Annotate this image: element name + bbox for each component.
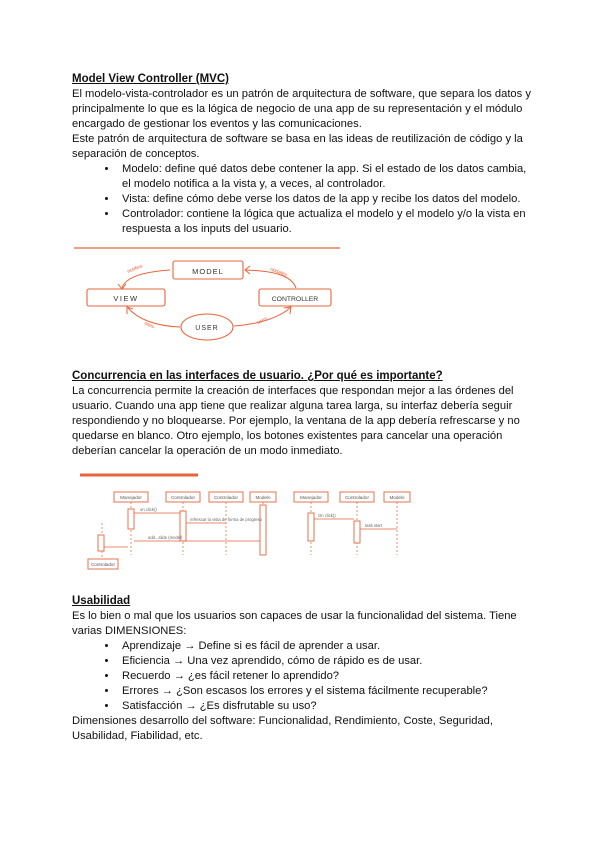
view-label: VIEW <box>113 294 139 303</box>
uses-label: uses <box>256 315 269 326</box>
list-item: • Recuerdo → ¿es fácil retener lo aprendido? <box>118 669 534 684</box>
actor-label: Controlador <box>213 495 239 500</box>
actor-label: Manejador <box>300 495 322 500</box>
sees-label: sees <box>143 320 156 331</box>
activation-bar <box>308 513 314 541</box>
actor-label: Controlador <box>344 495 370 500</box>
message-label: on click() <box>140 507 157 512</box>
list-item: • Errores → ¿Son escasos los errores y el sistema fácilmente recuperable? <box>118 684 534 699</box>
usability-dimensions: Dimensiones desarrollo del software: Funcionalidad, Rendimiento, Coste, Seguridad, Usabilidad, Fiabilidad, etc. <box>72 715 494 742</box>
user-label: USER <box>195 325 219 332</box>
list-item: • Vista: define cómo debe verse los datos de la app y recibe los datos del modelo. <box>118 192 534 207</box>
controller-label: CONTROLLER <box>271 296 319 303</box>
updates-label: updates <box>269 266 288 279</box>
activation-bar <box>128 509 134 529</box>
updates-arrow <box>246 270 296 288</box>
actor-label: Modelo <box>389 495 405 500</box>
actor-label: Controlador <box>170 495 196 500</box>
concurrency-title: Concurrencia en las interfaces de usuario. ¿Por qué es importante? <box>72 370 443 382</box>
actor-label: Manejador <box>120 495 142 500</box>
activation-bar <box>98 535 104 551</box>
usability-section <box>72 594 534 744</box>
mvc-section <box>72 72 534 237</box>
list-item: • Controlador: contiene la lógica que actualiza el modelo y el modelo y/o la vista en respuesta a los inputs del usuario. <box>118 207 534 237</box>
mvc-diagram <box>70 244 345 346</box>
notifies-arrowhead <box>118 284 126 289</box>
mvc-intro: El modelo-vista-controlador es un patrón de arquitectura de software, que separa los datos y principalmente lo que es la lógica de negocio de una app de su representación y el módulo encargado de gestionar los eventos y las comunicaciones. <box>72 88 531 130</box>
usability-intro: Es lo bien o mal que los usuarios son capaces de usar la funcionalidad del sistema. Tiene varias DIMENSIONES: <box>72 610 517 637</box>
message-label: add...slide (model) <box>148 535 183 540</box>
mvc-title: Model View Controller (MVC) <box>72 73 229 85</box>
concurrency-section <box>72 369 534 459</box>
usability-list <box>72 639 534 714</box>
message-label: task start <box>365 523 382 528</box>
concurrency-body: La concurrencia permite la creación de interfaces que respondan mejor a las órdenes del usuario. Cuando una app tiene que realizar alguna tarea larga, su interfaz debería seguir respondiendo y no bloquearse. Por ejemplo, la ventana de la app debería refrescarse y no quedarse en blanco. Otro ejemplo, los botones existentes para cancelar una operación deberían cancelar la operación de un modo inmediato. <box>72 385 520 457</box>
sequence-diagram <box>78 473 416 573</box>
actor-label: Modelo <box>255 495 271 500</box>
message-label: refrescar la vista de forma de progreso <box>190 517 262 522</box>
mvc-list <box>72 162 534 237</box>
mvc-intro2: Este patrón de arquitectura de software se basa en las ideas de reutilización de código y la separación de conceptos. <box>72 133 523 160</box>
list-item: • Eficiencia → Una vez aprendido, cómo de rápido es de usar. <box>118 654 534 669</box>
list-item: • Aprendizaje → Define si es fácil de aprender a usar. <box>118 639 534 654</box>
model-label: MODEL <box>192 267 224 276</box>
activation-bar <box>354 521 360 543</box>
notifies-label: notifies <box>126 263 144 275</box>
activation-bar <box>260 505 266 555</box>
usability-title: Usabilidad <box>72 595 131 607</box>
list-item: • Satisfacción → ¿Es disfrutable su uso? <box>118 699 534 714</box>
message-label: On click() <box>318 513 336 518</box>
actor-label: Controlador <box>90 562 116 567</box>
list-item: • Modelo: define qué datos debe contener la app. Si el estado de los datos cambia, el modelo notifica a la vista y, a veces, al controlador. <box>118 162 534 192</box>
